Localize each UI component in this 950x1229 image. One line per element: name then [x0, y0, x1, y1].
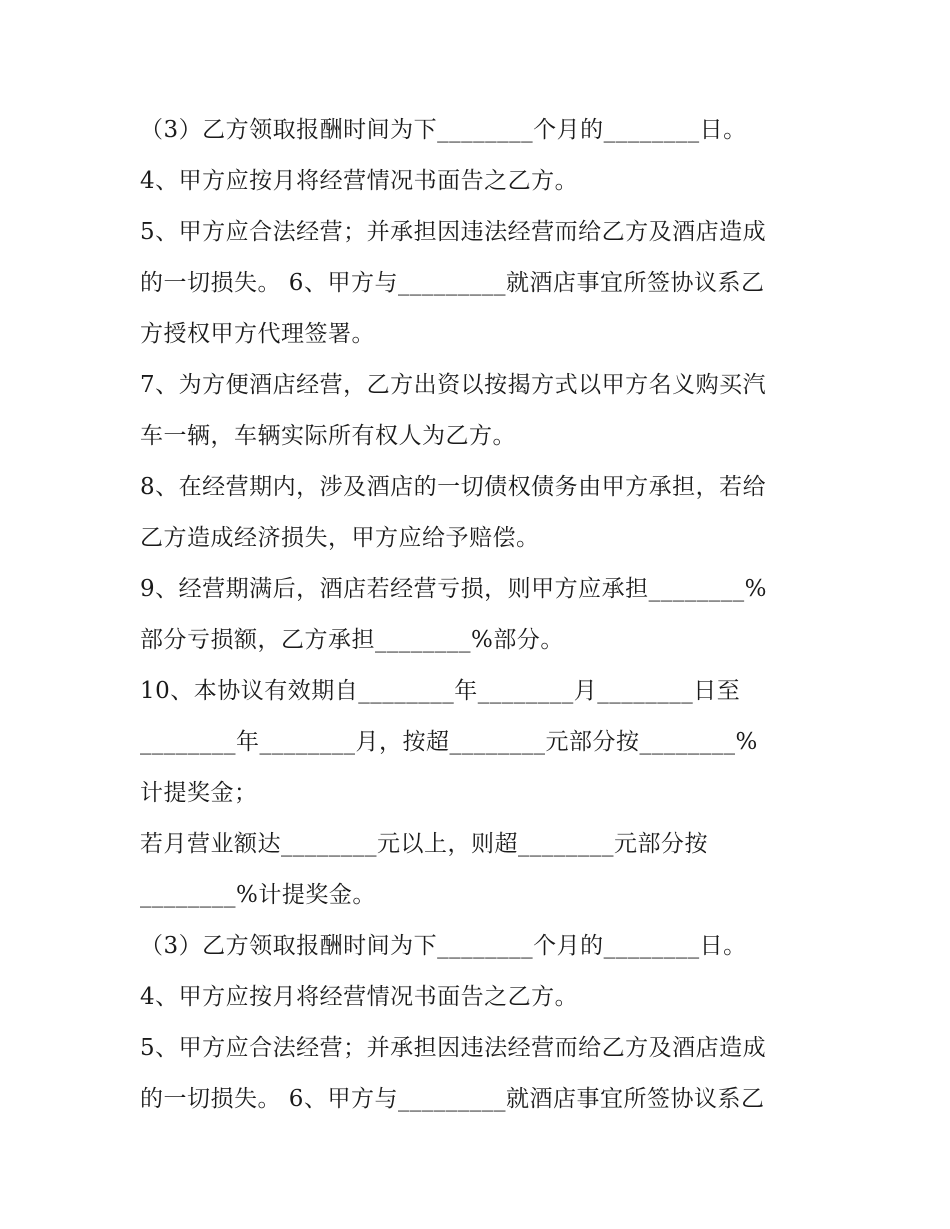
text-line: 9、经营期满后，酒店若经营亏损，则甲方应承担________%	[140, 576, 767, 602]
text-line: 5、甲方应合法经营；并承担因违法经营而给乙方及酒店造成	[140, 1035, 767, 1061]
text-line: 4、甲方应按月将经营情况书面告之乙方。	[140, 168, 579, 194]
text-line: 7、为方便酒店经营，乙方出资以按揭方式以甲方名义购买汽	[140, 372, 767, 398]
text-line: （3）乙方领取报酬时间为下________个月的________日。	[140, 117, 747, 143]
text-line: 部分亏损额，乙方承担________%部分。	[140, 627, 564, 653]
text-line: ________%计提奖金。	[140, 882, 376, 908]
text-line: 计提奖金；	[140, 780, 258, 806]
text-line: 方授权甲方代理签署。	[140, 321, 375, 347]
text-line: 若月营业额达________元以上，则超________元部分按	[140, 831, 708, 857]
text-line: 10、本协议有效期自________年________月________日至	[140, 678, 741, 704]
text-line: 乙方造成经济损失，甲方应给予赔偿。	[140, 525, 540, 551]
text-line: ________年________月，按超________元部分按________%	[140, 729, 758, 755]
text-line: 车一辆，车辆实际所有权人为乙方。	[140, 423, 516, 449]
text-line: 的一切损失。 6、甲方与_________就酒店事宜所签协议系乙	[140, 1086, 765, 1112]
text-line: 8、在经营期内，涉及酒店的一切债权债务由甲方承担，若给	[140, 474, 767, 500]
text-line: 5、甲方应合法经营；并承担因违法经营而给乙方及酒店造成	[140, 219, 767, 245]
text-line: 的一切损失。 6、甲方与_________就酒店事宜所签协议系乙	[140, 270, 765, 296]
document-body	[140, 105, 820, 1125]
text-line: （3）乙方领取报酬时间为下________个月的________日。	[140, 933, 747, 959]
text-line: 4、甲方应按月将经营情况书面告之乙方。	[140, 984, 579, 1010]
